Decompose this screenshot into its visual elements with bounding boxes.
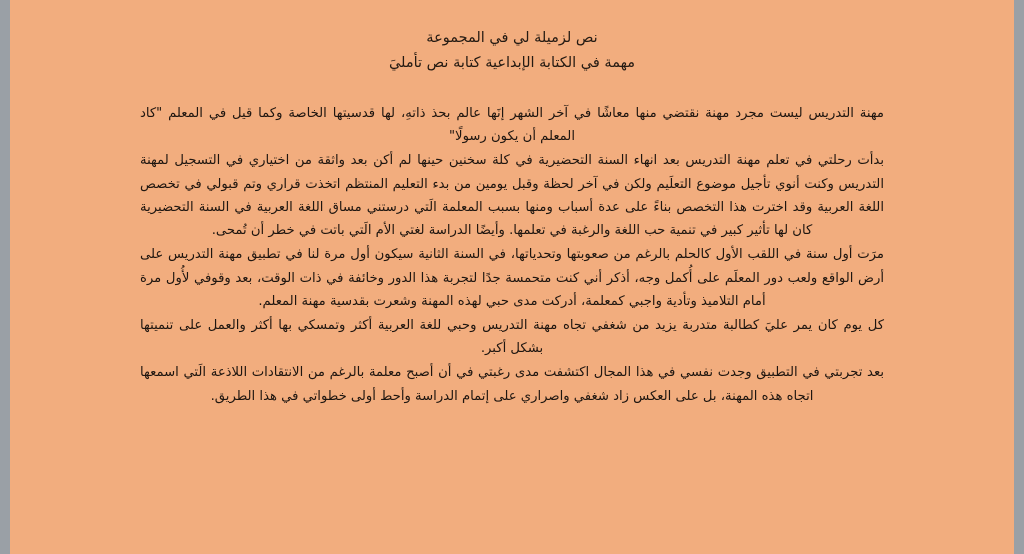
paragraph-1: مهنة التدريس ليست مجرد مهنة نقتضي منها معاشًا في آخر الشهر إنَها عالم بحذ ذاتهِ، لها قدسيتها الخاصة وكما قيل في المعلم "كاد المعلم أن يكون رسولًا"	[140, 105, 884, 145]
document-content-area	[10, 0, 1014, 554]
paragraph-3: مرَت أول سنة في اللقب الأول كالحلم بالرغم من صعوبتها وتحدياتها، في السنة الثانية سيكون أول مرة لنا في تطبيق مهنة التدريس على أرض الواقع ولعب دور المعلَم على أُكمل وجه، أذكر أني كنت متحمسة جدًا لتجربة هذا الدور وخائفة في ذات الوقت، بعد وقوفي لأُول مرة أمام التلاميذ وتأدية واجبي كمعلمة، أدركت مدى حبي لهذه المهنة وشعرت بقدسية مهنة المعلم.	[140, 247, 884, 309]
document-page	[10, 0, 1014, 554]
paragraph-5: بعد تجربتي في التطبيق وجدت نفسي في هذا المجال اكتشفت مدى رغبتي في أن أصبح معلمة بالرغم من الانتقادات اللاذعة الَتي اسمعها اتجاه هذه المهنة، بل على العكس زاد شغفي واصراري على إتمام الدراسة وأحط أولى خطواتي في هذا الطريق.	[140, 365, 884, 404]
document-heading	[140, 26, 884, 76]
heading-line-title: نص لزميلة لي في المجموعة	[426, 30, 598, 46]
paragraph-4: كل يوم كان يمر عليَ كطالبة متدربة يزيد من شغفي تجاه مهنة التدريس وحبي للغة العربية أكثر وتمسكي بها أكثر والعمل على تنميتها بشكل أكبر.	[140, 317, 884, 357]
document-body	[140, 102, 884, 408]
paragraph-2: بدأت رحلتي في تعلم مهنة التدريس بعد انهاء السنة التحضيرية في كلة سخنين حينها لم أكن بعد واثقة من اختياري في التسجيل لمهنة التدريس وكنت أنوي تأجيل موضوع التعلَيم ولكن في آخر لحظة وقبل يومين من بدء التعليم المنتظم اتخذت قراري وتم قبولي في تخصص اللغة العربية وقد اخترت هذا التخصص بناءً على عدة أسباب ومنها بسبب المعلمة الَتي درستني مساق اللغة العربية في السنة التحضيرية كان لها تأثير كبير في تنمية حب اللغة والرغبة في تعلمها. وأيضًا الدراسة لغتي الأم الَتي باتت في خطر أن تُمحى.	[140, 153, 884, 239]
heading-line-subtitle: مهمة في الكتابة الإبداعية كتابة نص تأمليَ	[388, 54, 636, 71]
